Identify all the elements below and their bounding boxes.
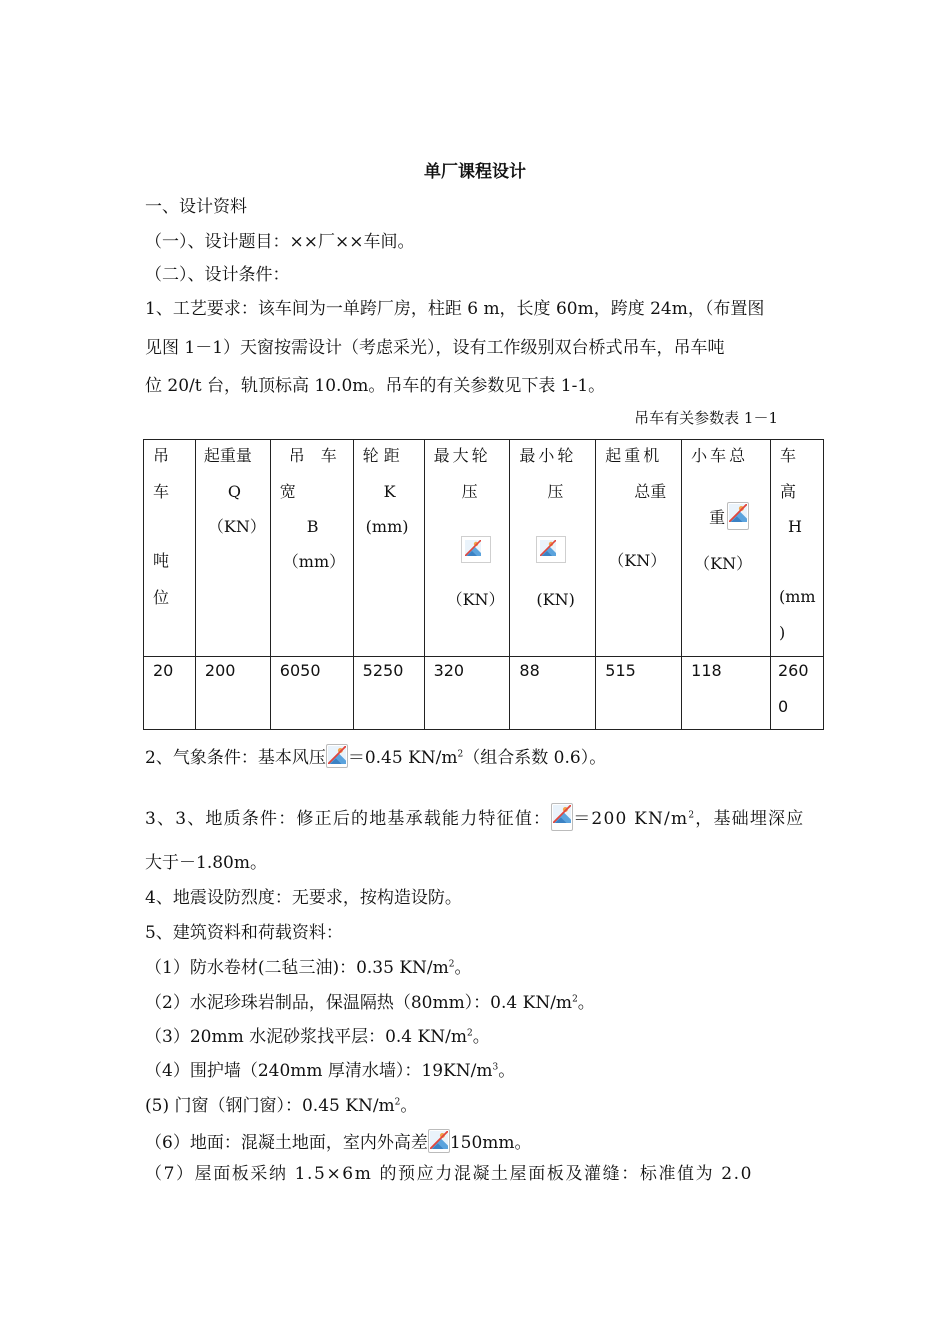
- header-text: 宽: [279, 482, 296, 501]
- text: 150mm。: [449, 1133, 532, 1153]
- header-text: B: [306, 517, 319, 536]
- header-text: （KN）: [207, 517, 266, 536]
- superscript: 2: [572, 994, 578, 1005]
- header-cell-wheelbase: [353, 440, 424, 657]
- header-text: 吊: [153, 446, 170, 465]
- header-cell-crane-total-weight: [596, 440, 682, 657]
- header-cell-crane-width: [270, 440, 353, 657]
- header-text: 吨: [153, 551, 170, 570]
- section-heading: 一、设计资料: [145, 197, 247, 217]
- cell-value: 320: [433, 661, 465, 680]
- text: （组合系数 0.6）。: [463, 748, 607, 768]
- text: 。: [454, 958, 472, 978]
- cell-value: 260: [778, 661, 809, 680]
- table-cell: [195, 657, 270, 730]
- header-text: （KN）: [694, 554, 753, 573]
- list-item: [145, 1060, 515, 1082]
- text: ，基础埋深应: [695, 809, 805, 829]
- list-item: [145, 1026, 490, 1048]
- text: （1）防水卷材(二毡三油)：0.35 KN/m: [145, 958, 449, 978]
- document-title: 单厂课程设计: [424, 162, 526, 182]
- table-cell: [424, 657, 510, 730]
- list-item: [145, 992, 595, 1014]
- text: 。: [577, 993, 595, 1013]
- broken-image-icon: [461, 536, 491, 563]
- cell-value-wrap: 0: [778, 697, 789, 716]
- text: 3、3、地质条件：修正后的地基承载能力特征值：: [145, 809, 552, 829]
- header-cell-trolley-weight: [682, 440, 771, 657]
- header-text: 高: [780, 482, 797, 501]
- header-text: （KN）: [608, 551, 667, 570]
- text: 。: [400, 1096, 418, 1116]
- table-cell: [510, 657, 596, 730]
- list-item: [145, 957, 472, 979]
- text: 2、气象条件：基本风压: [145, 748, 326, 768]
- broken-image-icon: [551, 803, 573, 831]
- table-cell: [596, 657, 682, 730]
- header-cell-tonnage: [144, 440, 196, 657]
- header-text: 起重量: [203, 446, 252, 465]
- superscript: 3: [492, 1062, 499, 1073]
- text: （6）地面：混凝土地面，室内外高差: [145, 1133, 428, 1153]
- subsection-conditions: （二）、设计条件：: [145, 265, 290, 285]
- text: 。: [472, 1027, 490, 1047]
- broken-image-icon: [326, 744, 348, 768]
- text: （2）水泥珍珠岩制品，保温隔热（80mm）：0.4 KN/m: [145, 993, 573, 1013]
- superscript: 2: [394, 1097, 401, 1108]
- superscript: 2: [688, 810, 696, 821]
- header-text: 最大轮: [433, 446, 491, 465]
- broken-image-icon: [536, 536, 566, 563]
- header-text: (mm): [365, 517, 409, 536]
- subsection-topic: （一）、设计题目：××厂××车间。: [145, 232, 415, 252]
- text: （3）20mm 水泥砂浆找平层：0.4 KN/m: [145, 1027, 467, 1047]
- superscript: 2: [448, 959, 455, 970]
- header-text: 重: [709, 508, 726, 527]
- header-cell-crane-height: [771, 440, 824, 657]
- table-cell: [353, 657, 424, 730]
- header-text: Q: [227, 482, 242, 501]
- header-text: (KN): [536, 590, 575, 609]
- paragraph-process-line3: 位 20/t 台，轨顶标高 10.0m。吊车的有关参数见下表 1-1。: [145, 376, 606, 396]
- paragraph-process-line2: 见图 1－1）天窗按需设计（考虑采光），设有工作级别双台桥式吊车，吊车吨: [145, 338, 725, 358]
- table-cell: [771, 657, 824, 730]
- broken-image-icon: [428, 1129, 450, 1153]
- crane-parameter-table: [143, 439, 824, 730]
- header-text: （KN）: [446, 590, 505, 609]
- cell-value: 515: [605, 661, 636, 680]
- cell-value: 200: [204, 661, 236, 680]
- table-cell: [682, 657, 771, 730]
- header-text: 位: [153, 588, 170, 607]
- paragraph-seismic: 4、地震设防烈度：无要求，按构造设防。: [145, 888, 462, 908]
- header-text: 轮 距: [362, 446, 400, 465]
- table-cell: [144, 657, 196, 730]
- header-cell-min-wheel-load: [510, 440, 596, 657]
- text: ＝200 KN/m: [573, 809, 689, 829]
- cell-value: 20: [153, 661, 174, 680]
- text: ＝0.45 KN/m: [347, 748, 458, 768]
- list-item: [145, 1095, 417, 1117]
- header-text: 车: [780, 446, 797, 465]
- header-text: H: [788, 517, 802, 536]
- header-cell-lifting-capacity: [195, 440, 270, 657]
- header-text: 压: [547, 482, 564, 501]
- header-cell-max-wheel-load: [424, 440, 510, 657]
- header-text: K: [383, 482, 396, 501]
- paragraph-process-line1: 1、工艺要求：该车间为一单跨厂房，柱距 6 m，长度 60m，跨度 24m，（布置图: [145, 299, 765, 319]
- cell-value: 88: [519, 661, 540, 680]
- header-text: 压: [461, 482, 478, 501]
- text: (5) 门窗（钢门窗）：0.45 KN/m: [145, 1096, 395, 1116]
- header-text: 车: [153, 482, 170, 501]
- header-text: （mm）: [282, 552, 346, 571]
- cell-value: 5250: [362, 661, 404, 680]
- list-item: [145, 1129, 532, 1154]
- table-header-row: [144, 440, 824, 657]
- superscript: 2: [457, 749, 464, 760]
- paragraph-geology: [145, 803, 804, 831]
- header-text: (mm: [779, 587, 816, 606]
- broken-image-icon: [727, 502, 749, 533]
- text: 。: [498, 1061, 516, 1081]
- header-text: ): [779, 623, 786, 642]
- header-text: 小车总: [691, 446, 749, 465]
- list-item: （7）屋面板采纳 1.5×6m 的预应力混凝土屋面板及灌缝：标准值为 2.0: [145, 1164, 754, 1184]
- table-caption: 吊车有关参数表 1－1: [634, 409, 778, 427]
- paragraph-building-data: 5、建筑资料和荷载资料：: [145, 923, 343, 943]
- header-text: 总重: [634, 482, 667, 501]
- cell-value: 118: [691, 661, 722, 680]
- header-text: 起重机: [605, 446, 663, 465]
- header-text: 吊 车: [288, 446, 337, 465]
- table-cell: [270, 657, 353, 730]
- header-text: 最小轮: [519, 446, 577, 465]
- paragraph-climate: [145, 744, 606, 769]
- text: （4）围护墙（240mm 厚清水墙）：19KN/m: [145, 1061, 493, 1081]
- cell-value: 6050: [279, 661, 321, 680]
- superscript: 2: [466, 1028, 473, 1039]
- paragraph-geology-line2: 大于－1.80m。: [145, 853, 267, 873]
- table-row: [144, 657, 824, 730]
